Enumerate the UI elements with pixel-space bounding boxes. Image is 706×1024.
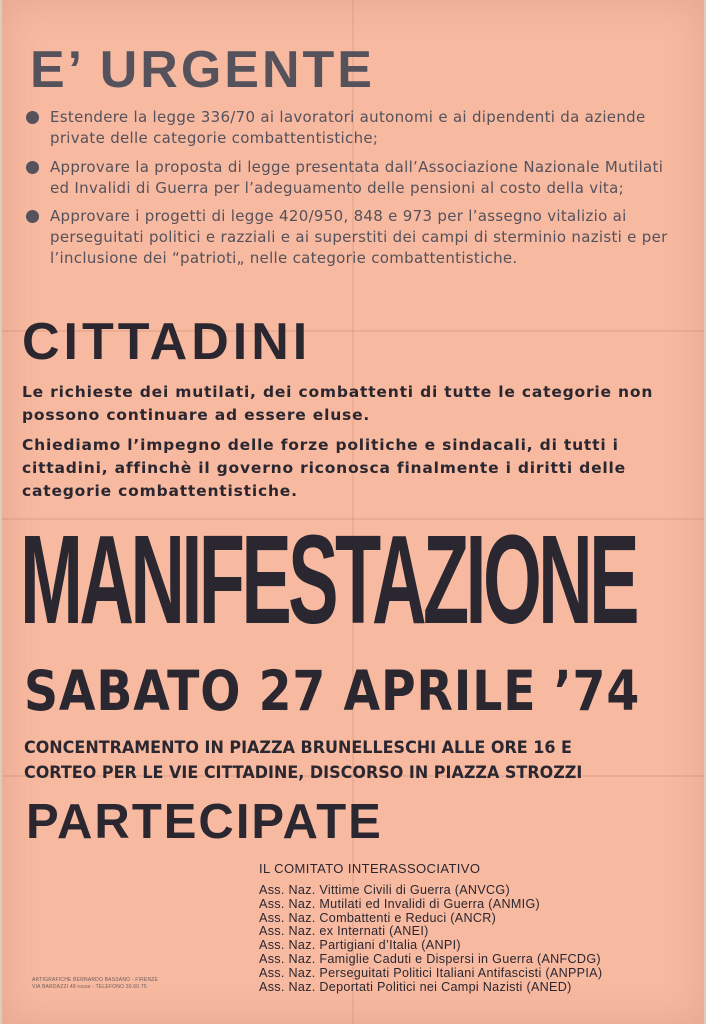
- event-details-line-2: CORTEO PER LE VIE CITTADINE, DISCORSO IN PIAZZA STROZZI: [24, 763, 583, 783]
- committee-member: Ass. Naz. Partigiani d’Italia (ANPI): [259, 938, 461, 953]
- event-details: [24, 736, 582, 786]
- committee-members-list: [259, 884, 602, 994]
- demand-text: Approvare i progetti di legge 420/950, 848 e 973 per l’assegno vitalizio ai perseguitati politici e razziali e ai superstiti dei campi di sterminio nazisti e per l’inclusione dei “patrioti„ nelle categorie combattentistiche.: [50, 207, 668, 267]
- committee-title: IL COMITATO INTERASSOCIATIVO: [259, 861, 481, 876]
- demand-text: Approvare la proposta di legge presentata dall’Associazione Nazionale Mutilati ed Invalidi di Guerra per l’adeguamento delle pensioni al costo della vita;: [50, 158, 664, 197]
- participate-heading: PARTECIPATE: [26, 795, 383, 849]
- urgent-heading: E’ URGENTE: [30, 41, 375, 99]
- bullet-icon: [26, 161, 39, 174]
- committee-member: Ass. Naz. Deportati Politici nei Campi Nazisti (ANED): [259, 979, 572, 994]
- demands-list: [26, 107, 686, 277]
- bullet-icon: [26, 111, 39, 124]
- citizens-heading: CITTADINI: [22, 313, 312, 371]
- committee-member: Ass. Naz. Vittime Civili di Guerra (ANVCG): [259, 883, 510, 897]
- printer-line-2: VIA BARDAZZI 48 rosso - TELEFONO 30.60.75: [32, 984, 147, 990]
- demand-item: [26, 157, 686, 199]
- event-title: MANIFESTAZIONE: [20, 509, 636, 650]
- demand-text: Estendere la legge 336/70 ai lavoratori autonomi e ai dipendenti da aziende private delle categorie combattentistiche;: [50, 108, 646, 147]
- bullet-icon: [26, 210, 39, 223]
- event-date: SABATO 27 APRILE ’74: [24, 659, 641, 723]
- committee-member: Ass. Naz. Combattenti e Reduci (ANCR): [259, 910, 497, 925]
- committee-member: Ass. Naz. ex Internati (ANEI): [259, 924, 429, 939]
- appeal-paragraph-2: Chiediamo l’impegno delle forze politiche e sindacali, di tutti i cittadini, affinchè il governo riconosca finalmente i diritti delle categorie combattentistiche.: [22, 436, 626, 500]
- demand-item: [26, 107, 686, 149]
- event-details-line-1: CONCENTRAMENTO IN PIAZZA BRUNELLESCHI ALLE ORE 16 E: [24, 738, 572, 758]
- committee-member: Ass. Naz. Mutilati ed Invalidi di Guerra (ANMIG): [259, 896, 541, 911]
- demand-item: [26, 206, 686, 269]
- committee-member: Ass. Naz. Famiglie Caduti e Dispersi in Guerra (ANFCDG): [259, 951, 601, 966]
- appeal-paragraph-1: Le richieste dei mutilati, dei combattenti di tutte le categorie non possono continuare ad essere eluse.: [22, 383, 654, 424]
- committee-member: Ass. Naz. Perseguitati Politici Italiani Antifascisti (ANPPIA): [259, 965, 603, 980]
- poster: [2, 0, 704, 1024]
- printer-line-1: ARTIGRAFICHE BERNARDO BASSANO - FIRENZE: [32, 977, 159, 983]
- printer-imprint: [32, 977, 158, 991]
